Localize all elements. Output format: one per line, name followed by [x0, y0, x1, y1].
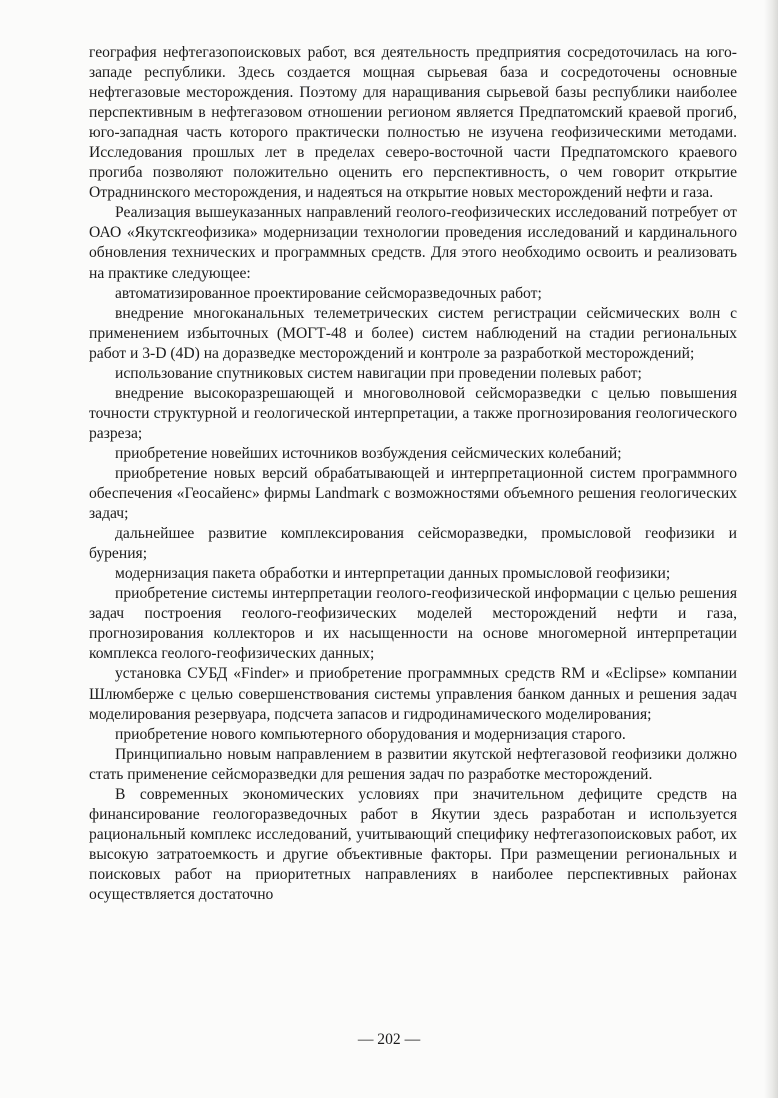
page-number: — 202 — — [357, 1031, 421, 1048]
paragraph: Принципиально новым направлением в развитии якутской нефтегазовой геофизики должно стать применение сейсморазведки для решения задач по разработке месторождений. — [89, 745, 737, 783]
list-item: приобретение системы интерпретации геолого-геофизической информации с целью решения задач построения геолого-геофизических моделей месторождений нефти и газа, прогнозирования коллекторов и их насыщенности на основе многомерной интерпретации комплекса геолого-геофизических данных; — [89, 585, 737, 663]
list-item: установка СУБД «Finder» и приобретение программных средств RM и «Eclipse» компании Шлюмберже с целью совершенствования системы управления банком данных и решения задач моделирования резервуара, подсчета запасов и гидродинамического моделирования; — [89, 665, 737, 723]
body-text — [89, 43, 737, 905]
list-item: дальнейшее развитие комплексирования сейсморазведки, промысловой геофизики и бурения; — [89, 525, 737, 563]
paragraph: география нефтегазопоисковых работ, вся деятельность предприятия сосредоточилась на юго-западе республики. Здесь создается мощная сырьевая база и сосредоточены основные нефтегазовые месторождения. Поэтому для наращивания сырьевой базы республики наиболее перспективным в нефтегазовом отношении регионом является Предпатомский краевой прогиб, юго-западная часть которого практически полностью не изучена геофизическими методами. Исследования прошлых лет в пределах северо-восточной части Предпатомского краевого прогиба позволяют положительно оценить его перспективность, о чем говорит открытие Отраднинского месторождения, и надеяться на открытие новых месторождений нефти и газа. — [89, 44, 737, 202]
list-item: приобретение новейших источников возбуждения сейсмических колебаний; — [115, 444, 622, 462]
list-item: модернизация пакета обработки и интерпретации данных промысловой геофизики; — [115, 565, 671, 583]
page-edge-shadow — [764, 0, 778, 1098]
list-item: использование спутниковых систем навигации при проведении полевых работ; — [115, 364, 642, 382]
list-item: внедрение высокоразрешающей и многоволновой сейсморазведки с целью повышения точности структурной и геологической интерпретации, а также прогнозирования геологического разреза; — [89, 384, 737, 442]
list-item: автоматизированное проектирование сейсморазведочных работ; — [115, 284, 542, 302]
list-item: приобретение новых версий обрабатывающей и интерпретационной систем программного обеспечения «Геосайенс» фирмы Landmark с возможностями объемного решения геологических задач; — [89, 464, 737, 523]
paragraph: В современных экономических условиях при значительном дефиците средств на финансирование геологоразведочных работ в Якутии здесь разработан и используется рациональный комплекс исследований, учитывающий специфику нефтегазопоисковых работ, их высокую затратоемкость и другие объективные факторы. При размещении региональных и поисковых работ на приоритетных направлениях в наиболее перспективных районах осуществляется достаточно — [89, 785, 737, 903]
list-item: приобретение нового компьютерного оборудования и модернизация старого. — [115, 725, 626, 743]
paragraph: Реализация вышеуказанных направлений геолого-геофизических исследований потребует от ОАО «Якутскгеофизика» модернизации технологии проведения исследований и кардинального обновления технических и программных средств. Для этого необходимо освоить и реализовать на практике следующее: — [89, 204, 737, 282]
list-item: внедрение многоканальных телеметрических систем регистрации сейсмических волн с применением избыточных (МОГТ-48 и более) систем наблюдений на стадии региональных работ и 3-D (4D) на доразведке месторождений и контроле за разработкой месторождений; — [89, 304, 737, 362]
